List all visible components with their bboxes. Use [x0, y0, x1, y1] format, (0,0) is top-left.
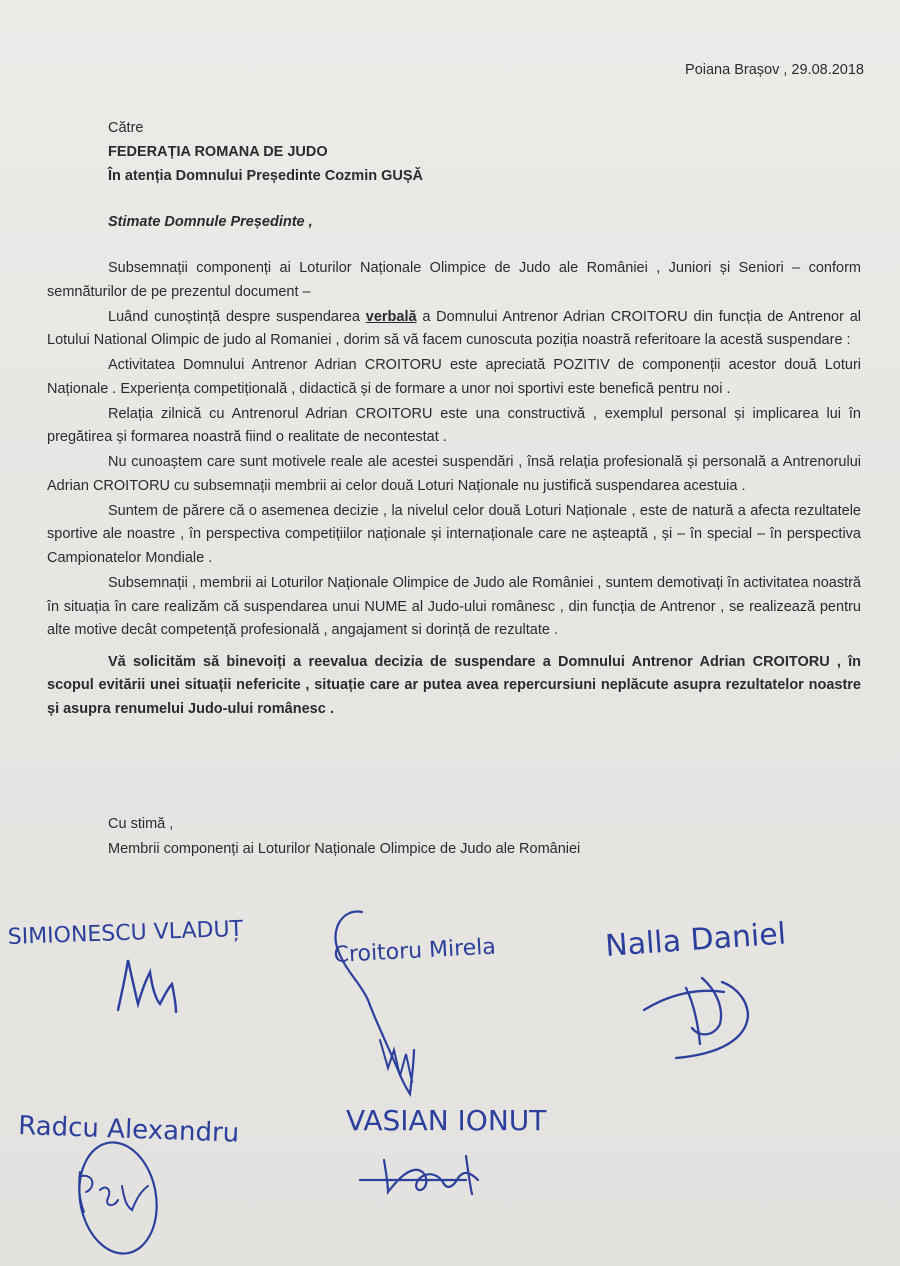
signatory-line: Membrii componenți ai Loturilor Naționale Olimpice de Judo ale României: [108, 841, 581, 857]
signature-mark-4b: [79, 1172, 148, 1212]
signature-mark-1: [118, 960, 176, 1012]
paragraph-3: Activitatea Domnului Antrenor Adrian CROITORU este apreciată POZITIV de componenții acestor două Loturi Naționale . Experiența competițională , didactică și de formare a unor noi sportivi este benefică pentru noi .: [47, 357, 861, 397]
paragraph-2-emphasis: verbală: [365, 308, 417, 325]
paragraph-2-end: a Domnului Antrenor Adrian CROITORU din funcția de Antrenor al Lotului National Olimpic de judo al Romaniei , dorim să vă facem cunoscuta poziția noastră referitoare la acestă suspendare :: [47, 308, 861, 349]
signature-name-5: VASIAN IONUT: [346, 1104, 547, 1137]
closing-greeting: Cu stimă ,: [108, 816, 174, 832]
signature-radcu: [8, 1080, 308, 1260]
paragraph-1: Subsemnații componenți ai Loturilor Naționale Olimpice de Judo ale României , Juniori și Seniori – conform semnăturilor de pe prezentul document –: [47, 260, 861, 300]
recipient-attention: În atenția Domnului Președinte Cozmin GUȘĂ: [108, 168, 424, 184]
paragraph-6: Suntem de părere că o asemenea decizie , la nivelul celor două Loturi Naționale , este de natură a afecta rezultatele sportive ale noastre , în perspectiva competițiilor naționale și internaționale care ne așteaptă , și – în special – în perspectiva Campionatelor Mondiale .: [47, 502, 861, 567]
recipient-to: Către: [108, 120, 144, 136]
salutation: Stimate Domnule Președinte ,: [108, 214, 313, 230]
signature-simionescu: [0, 900, 260, 1030]
paragraph-4: Relația zilnică cu Antrenorul Adrian CROITORU este una constructivă , exemplul personal și implicarea lui în pregătirea și formarea noastră fiind o realitate de necontestat .: [47, 405, 861, 446]
signature-mark-3: [644, 978, 748, 1058]
signature-mark-5: [360, 1156, 478, 1194]
paragraph-5: Nu cunoaștem care sunt motivele reale ale acestei suspendări , însă relația profesională și personală a Antrenorului Adrian CROITORU cu subsemnații membrii ai celor două Loturi Naționale nu justifică suspendarea acestuia .: [47, 454, 861, 494]
signature-croitoru: [318, 890, 558, 1100]
letter-body: [47, 257, 861, 723]
recipient-block: [108, 116, 423, 188]
paragraph-2-start: Luând cunoștință despre suspendarea: [108, 308, 366, 325]
signature-name-1: SIMIONESCU VLADUȚ: [7, 916, 244, 950]
recipient-organization: FEDERAȚIA ROMANA DE JUDO: [108, 144, 328, 160]
signature-mark-4: [71, 1136, 165, 1259]
signature-name-4: Radcu Alexandru: [17, 1111, 240, 1149]
signature-mark-2b: [380, 1040, 412, 1082]
paragraph-2: [47, 306, 861, 353]
request-paragraph: Vă solicităm să binevoiți a reevalua decizia de suspendare a Domnului Antrenor Adrian CROITORU , în scopul evitării unei situații nefericite , situație care ar putea avea repercursiuni neplăcute asupra rezultatelor noastre și asupra renumelui Judo-ului românesc .: [47, 653, 861, 718]
signature-nalla: [600, 890, 860, 1070]
signature-name-2: Croitoru Mirela: [333, 934, 497, 968]
signature-vasian: [340, 1090, 600, 1220]
closing-block: [108, 812, 580, 862]
paragraph-7: Subsemnații , membrii ai Loturilor Naționale Olimpice de Judo ale României , suntem demotivați în activitatea noastră în situația în care realizăm că suspendarea unui NUME al Judo-ului românesc , din funcția de Antrenor , se realizează pentru alte motive decât competență profesională , angajament si dorință de rezultate .: [47, 575, 861, 639]
place-date: Poiana Brașov , 29.08.2018: [685, 62, 864, 78]
signature-name-3: Nalla Daniel: [604, 916, 788, 964]
